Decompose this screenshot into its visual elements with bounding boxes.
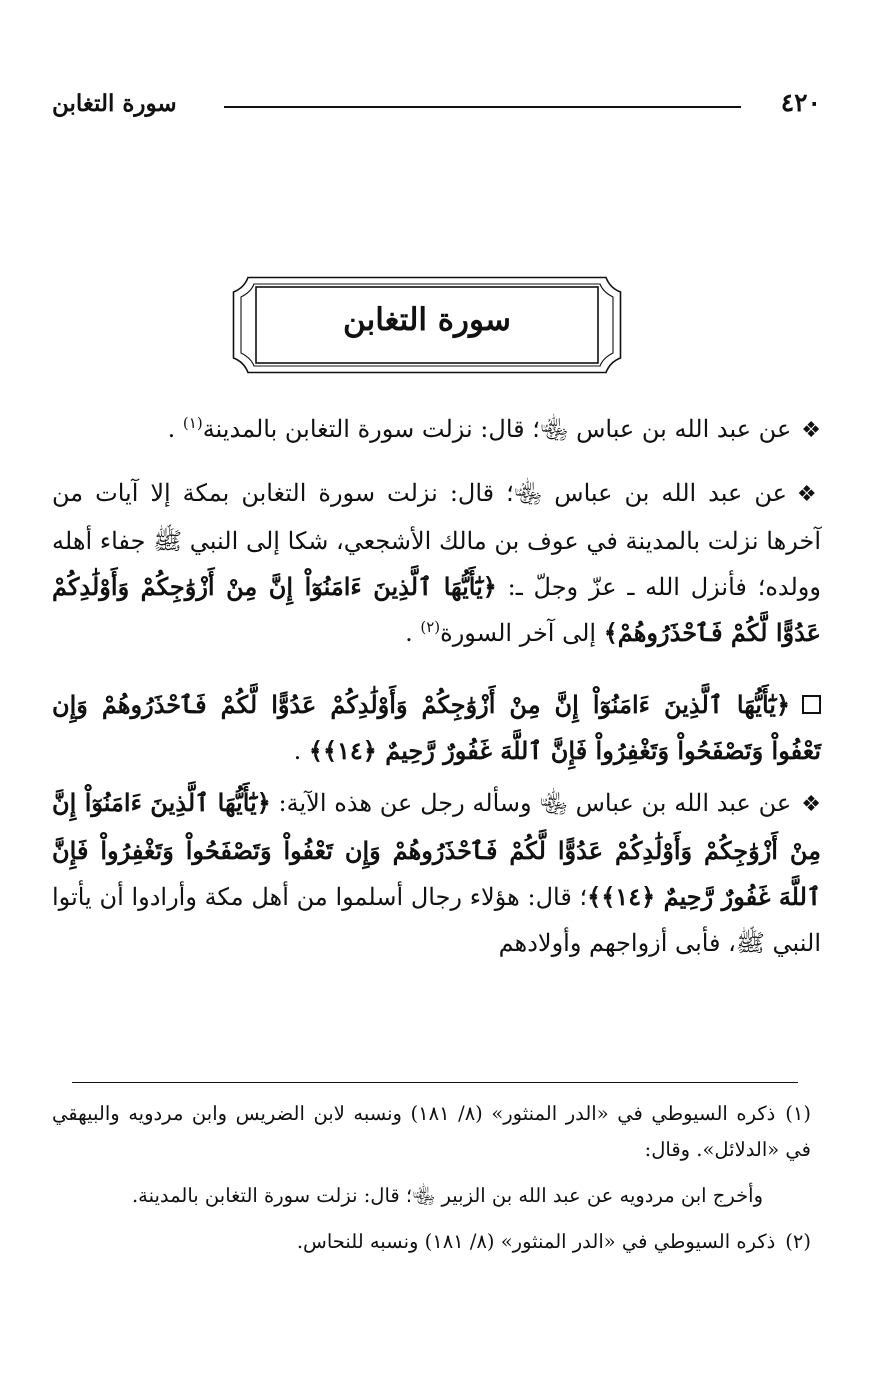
footnote-ref-1: (١) (182, 414, 203, 432)
footnotes (52, 1096, 811, 1270)
verse-text: ﴿يَٰٓأَيُّهَا ٱلَّذِينَ ءَامَنُوٓاْ إِنَّ مِنْ أَزْوَٰجِكُمْ وَأَوْلَٰدِكُمْ عَدُوًّا لَّكُمْ فَٱحْذَرُوهُمْ وَإِن تَعْفُواْ وَتَصْفَحُواْ وَتَغْفِرُواْ فَإِنَّ ٱللَّهَ غَفُورٌ رَّحِيمٌ ﴿١٤﴾﴾ (52, 690, 821, 765)
square-bullet-icon (802, 695, 821, 714)
diamond-bullet-icon: ❖ (796, 482, 821, 507)
header-rule (224, 106, 741, 108)
hadith-paragraph-2: ❖عن عبد الله بن عباس ﵄؛ قال: نزلت سورة التغابن بمكة إلا آيات من آخرها نزلت بالمدينة في عوف بن مالك الأشجعي، شكا إلى النبي ﷺ جفاء أهله وولده؛ فأنزل الله ـ عزّ وجلّ ـ: ﴿يَٰٓأَيُّهَا ٱلَّذِينَ ءَامَنُوٓاْ إِنَّ مِنْ أَزْوَٰجِكُمْ وَأَوْلَٰدِكُمْ عَدُوًّا لَّكُمْ فَٱحْذَرُوهُمْ﴾ إلى آخر السورة$^{(٢)}$ . (52, 479, 821, 647)
paragraph-text: ؛ قال: هؤلاء رجال أسلموا من أهل مكة وأرادوا أن يأتوا النبي ﷺ، فأبى أزواجهم وأولادهم (52, 883, 821, 957)
paragraph-text: عن عبد الله بن عباس ﵄ وسأله رجل عن هذه الآية: (278, 789, 792, 817)
footnote-number: (١) (785, 1102, 811, 1125)
running-header (52, 86, 821, 126)
footnote-text: ذكره السيوطي في «الدر المنثور» (٨/ ١٨١) ونسبه للنحاس. (296, 1230, 776, 1253)
paragraph-text: إلى آخر السورة (440, 619, 597, 647)
verse-block: ﴿يَٰٓأَيُّهَا ٱلَّذِينَ ءَامَنُوٓاْ إِنَّ مِنْ أَزْوَٰجِكُمْ وَأَوْلَٰدِكُمْ عَدُوًّا لَّكُمْ فَٱحْذَرُوهُمْ وَإِن تَعْفُواْ وَتَصْفَحُواْ وَتَغْفِرُواْ فَإِنَّ ٱللَّهَ غَفُورٌ رَّحِيمٌ ﴿١٤﴾﴾ . (52, 690, 821, 765)
footnote-text: ذكره السيوطي في «الدر المنثور» (٨/ ١٨١) ونسبه لابن الضريس وابن مردويه والبيهقي في «الدلائل». وقال: (52, 1102, 811, 1161)
body-text (52, 406, 821, 982)
diamond-bullet-icon: ❖ (801, 418, 821, 443)
footnote-2 (52, 1224, 811, 1260)
paragraph-text: عن عبد الله بن عباس ﵄؛ قال: نزلت سورة التغابن بمكة إلا آيات من آخرها نزلت بالمدينة في عوف بن مالك الأشجعي، شكا إلى النبي ﷺ جفاء أهله وولده؛ فأنزل الله ـ عزّ وجلّ ـ: (52, 479, 821, 601)
surah-title: سورة التغابن (342, 302, 512, 338)
page-number: ٤٢٠ (780, 88, 821, 117)
quran-quote: ﴿يَٰٓأَيُّهَا ٱلَّذِينَ ءَامَنُوٓاْ إِنَّ مِنْ أَزْوَٰجِكُمْ وَأَوْلَٰدِكُمْ عَدُوًّا لَّكُمْ فَٱحْذَرُوهُمْ وَإِن تَعْفُواْ وَتَصْفَحُواْ وَتَغْفِرُواْ فَإِنَّ ٱللَّهَ غَفُورٌ رَّحِيمٌ ﴿١٤﴾﴾ (52, 788, 822, 911)
diamond-bullet-icon: ❖ (801, 792, 822, 817)
hadith-paragraph-1: ❖عن عبد الله بن عباس ﵄؛ قال: نزلت سورة التغابن بالمدينة$^{(١)}$ . (167, 414, 821, 443)
running-title: سورة التغابن (52, 90, 177, 117)
quran-quote: ﴿يَٰٓأَيُّهَا ٱلَّذِينَ ءَامَنُوٓاْ إِنَّ مِنْ أَزْوَٰجِكُمْ وَأَوْلَٰدِكُمْ عَدُوًّا لَّكُمْ فَٱحْذَرُوهُمْ﴾ (52, 572, 821, 647)
paragraph-text: عن عبد الله بن عباس ﵄؛ قال: نزلت سورة التغابن بالمدينة (202, 415, 792, 443)
hadith-paragraph-3 (52, 780, 821, 966)
footnote-1-continuation: وأخرج ابن مردويه عن عبد الله بن الزبير ﵄؛ قال: نزلت سورة التغابن بالمدينة. (131, 1184, 763, 1207)
footnote-1 (52, 1096, 811, 1168)
footnote-number: (٢) (785, 1230, 811, 1253)
footnote-ref-2: (٢) (420, 618, 441, 636)
footnote-separator (72, 1082, 798, 1083)
surah-title-frame (232, 276, 622, 374)
